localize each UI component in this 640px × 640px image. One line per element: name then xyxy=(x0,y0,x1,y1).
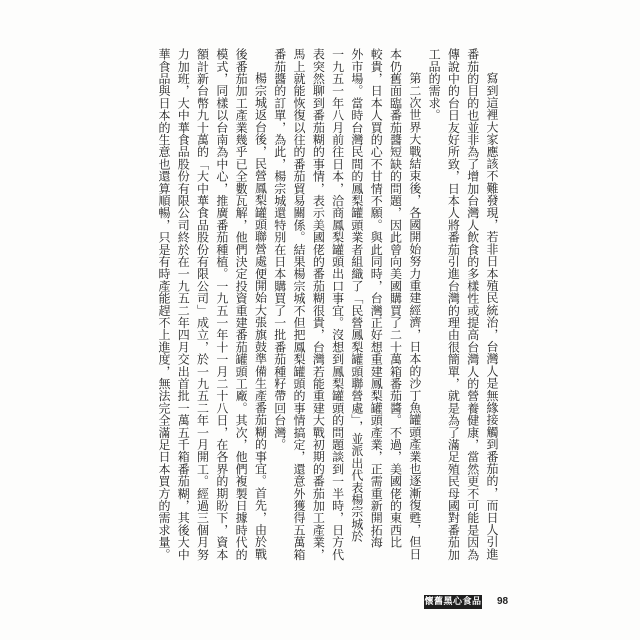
page-number: 98 xyxy=(497,596,509,607)
text-column: 外市場。當時台灣民間的鳳梨罐頭業者組織了「民營鳳梨罐頭聯營處」，並派出代表楊宗城於 xyxy=(349,48,364,543)
text-column: 一九五一年八月前往日本，洽商鳳梨罐頭出口事宜。沒想到鳳梨罐頭的問題談到一半時，日方代 xyxy=(330,48,345,561)
text-column: 表突然聊到番茄糊的事情，表示美國佬的番茄糊很貴，台灣若能重建大戰初期的番茄加工產業， xyxy=(311,48,326,561)
paragraph-2 xyxy=(269,48,423,568)
text-column: 工品的需求。 xyxy=(427,48,442,122)
running-title: 懷舊黑心食品 xyxy=(424,597,482,607)
text-column: 寫到這裡大家應該不難發現，若非日本殖民統治，台灣人是無緣接觸到番茄的，而日人引進 xyxy=(485,72,499,561)
text-column: 模式，同樣以台南為中心，推廣番茄種植。一九五一年十一月二十八日，在各界的期盼下，資本 xyxy=(214,48,229,561)
text-column: 番茄的目的也並非為了增加台灣人飲食的多樣性或提高台灣人的營養健康，當然更不可能是因為 xyxy=(465,48,480,561)
text-column: 較貴，日本人買的心不甘情不願。與此同時，台灣正好想重建鳳梨罐頭產業，正需重新開拓海 xyxy=(369,48,384,549)
text-column: 番茄醬的訂單，為此，楊宗城還特別在日本購買了一批番茄種籽帶回台灣。 xyxy=(272,48,287,451)
paragraph-3 xyxy=(154,48,270,568)
text-column: 第二次世界大戰結束後，各國開始努力重建經濟，日本的沙丁魚罐頭產業也逐漸復甦，但日 xyxy=(407,72,422,561)
text-column: 本仍舊面臨番茄醬短缺的問題，因此曾向美國購買了二十萬箱番茄醬。不過，美國佬的東西比 xyxy=(388,48,403,549)
text-column: 馬上就能恢復以往的番茄貿易關係。結果楊宗城不但把鳳梨罐頭的事情搞定，還意外獲得五萬箱 xyxy=(292,48,307,561)
paragraph-1 xyxy=(424,48,501,568)
text-column: 後番茄加工產業幾乎已全數瓦解，他們決定投資重建番茄罐頭工廠。其次，他們複製日據時代的 xyxy=(234,48,249,561)
text-column: 額計新台幣九十萬的「大中華食品股份有限公司」成立，於一九五二年一月開工。經過三個月努 xyxy=(195,48,210,561)
text-column: 傳說中的台日友好所致，日本人將番茄引進台灣的理由很簡單，就是為了滿足殖民母國對番茄加 xyxy=(446,48,461,561)
text-column: 力加班，大中華食品股份有限公司終於在一九五二年四月交出首批一萬五千箱番茄糊，其後大中 xyxy=(176,48,191,561)
body-text xyxy=(154,48,501,568)
text-column: 華食品與日本的生意也還算順暢，只是有時產能趕不上進度，無法完全滿足日本買方的需求量。 xyxy=(156,48,171,561)
text-column: 楊宗城返台後，民營鳳梨罐頭聯營處便開始大張旗鼓準備生產番茄糊的事宜。首先，由於戰 xyxy=(253,72,268,561)
